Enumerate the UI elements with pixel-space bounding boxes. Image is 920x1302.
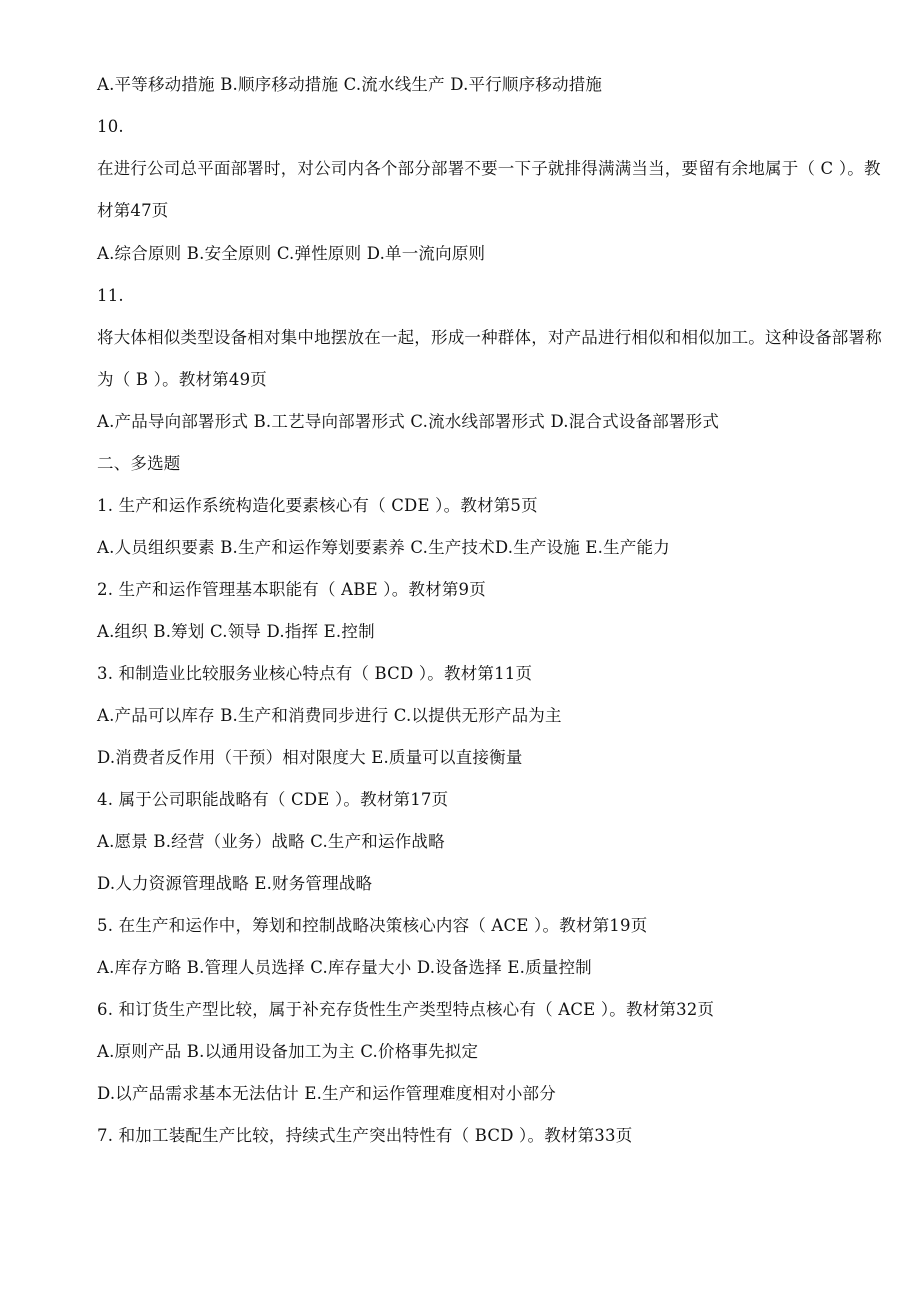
mc-options-3b: D.消费者反作用（干预）相对限度大 E.质量可以直接衡量 — [97, 748, 523, 767]
mc-options-5: A.库存方略 B.管理人员选择 C.库存量大小 D.设备选择 E.质量控制 — [97, 958, 592, 977]
mc-question-7: 7. 和加工装配生产比较，持续式生产突出特性有（ BCD ）。教材第33页 — [97, 1126, 633, 1145]
mc-question-1: 1. 生产和运作系统构造化要素核心有（ CDE ）。教材第5页 — [97, 496, 538, 515]
question-text-11: 将大体相似类型设备相对集中地摆放在一起，形成一种群体，对产品进行相似和相似加工。这种设备部署称为（ B ）。教材第49页 — [97, 328, 882, 389]
mc-options-6a: A.原则产品 B.以通用设备加工为主 C.价格事先拟定 — [97, 1042, 479, 1061]
answer-options-9: A.平等移动措施 B.顺序移动措施 C.流水线生产 D.平行顺序移动措施 — [97, 75, 603, 94]
mc-options-1: A.人员组织要素 B.生产和运作筹划要素养 C.生产技术D.生产设施 E.生产能力 — [97, 538, 670, 557]
mc-options-4b: D.人力资源管理战略 E.财务管理战略 — [97, 874, 373, 893]
question-number-11: 11. — [97, 286, 124, 305]
mc-question-5: 5. 在生产和运作中，筹划和控制战略决策核心内容（ ACE ）。教材第19页 — [97, 916, 648, 935]
question-text-10: 在进行公司总平面部署时，对公司内各个部分部署不要一下子就排得满满当当，要留有余地属于（ C ）。教材第47页 — [97, 159, 881, 220]
mc-options-2: A.组织 B.筹划 C.领导 D.指挥 E.控制 — [97, 622, 375, 641]
mc-question-4: 4. 属于公司职能战略有（ CDE ）。教材第17页 — [97, 790, 449, 809]
mc-question-6: 6. 和订货生产型比较，属于补充存货性生产类型特点核心有（ ACE ）。教材第32页 — [97, 1000, 715, 1019]
mc-options-6b: D.以产品需求基本无法估计 E.生产和运作管理难度相对小部分 — [97, 1084, 556, 1103]
mc-question-2: 2. 生产和运作管理基本职能有（ ABE ）。教材第9页 — [97, 580, 486, 599]
mc-options-4a: A.愿景 B.经营（业务）战略 C.生产和运作战略 — [97, 832, 445, 851]
answer-options-11: A.产品导向部署形式 B.工艺导向部署形式 C.流水线部署形式 D.混合式设备部署形式 — [97, 412, 720, 431]
mc-question-3: 3. 和制造业比较服务业核心特点有（ BCD ）。教材第11页 — [97, 664, 533, 683]
question-number-10: 10. — [97, 117, 124, 136]
section-heading-multiple-choice: 二、多选题 — [97, 454, 181, 473]
answer-options-10: A.综合原则 B.安全原则 C.弹性原则 D.单一流向原则 — [97, 244, 486, 263]
mc-options-3a: A.产品可以库存 B.生产和消费同步进行 C.以提供无形产品为主 — [97, 706, 562, 725]
